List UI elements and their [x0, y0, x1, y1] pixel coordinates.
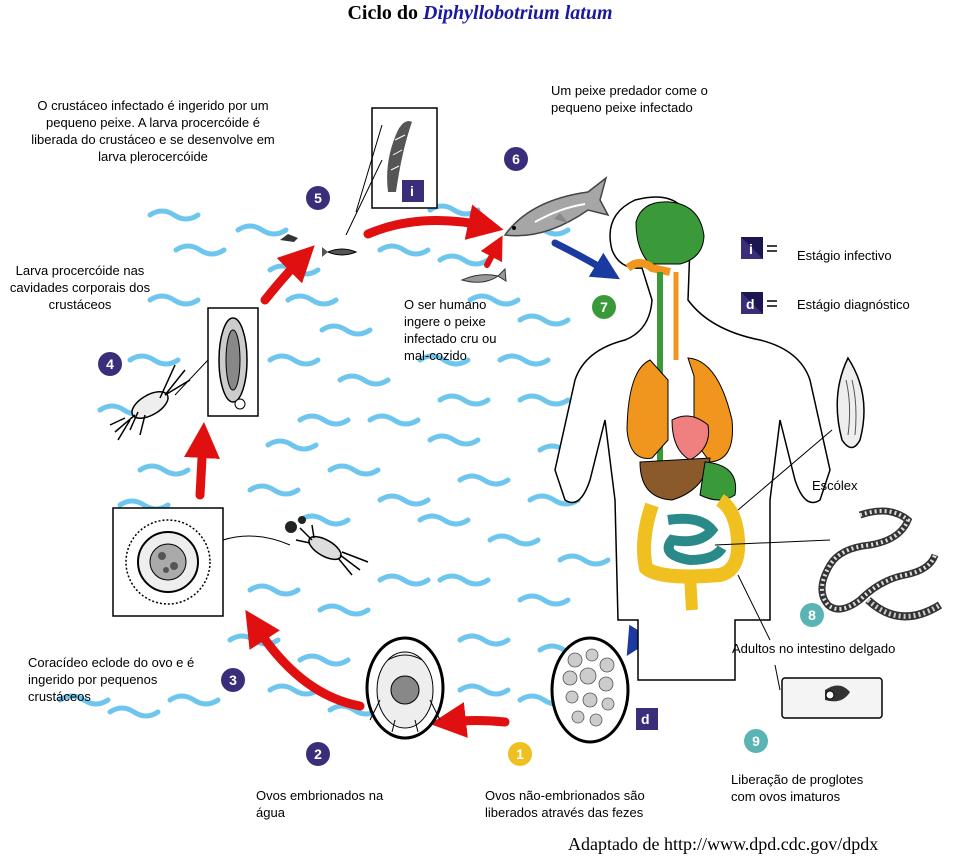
embryonated-egg [367, 638, 443, 738]
unembryonated-egg [552, 638, 628, 742]
step-badge-4 [98, 352, 122, 376]
step-badge-8 [800, 603, 824, 627]
legend-infective-symbol [741, 237, 777, 259]
svg-text:4: 4 [106, 356, 114, 372]
label-scolex: Escólex [812, 478, 858, 493]
label-step-2: Ovos embrionados na água [256, 788, 384, 820]
step-badge-5 [306, 186, 330, 210]
label-step-9: Liberação de proglotes com ovos imaturos [731, 772, 864, 804]
svg-text:9: 9 [752, 733, 760, 749]
label-step-1: Ovos não-embrionados são liberados através das fezes [485, 788, 645, 820]
arrow-5-to-6 [368, 221, 486, 234]
brain [636, 202, 704, 264]
step-badge-6 [504, 147, 528, 171]
coracidium-box [113, 508, 306, 616]
svg-text:8: 8 [808, 607, 816, 623]
copepod [296, 525, 368, 575]
svg-text:2: 2 [314, 746, 322, 762]
svg-text:1: 1 [516, 746, 524, 762]
step-badge-3 [221, 668, 245, 692]
arrow-7-small-fish [487, 246, 497, 265]
infective-marker-6 [402, 180, 424, 202]
svg-text:7: 7 [600, 299, 608, 315]
svg-text:i: i [410, 183, 414, 199]
svg-text:d: d [641, 711, 650, 727]
plerocercoid-box [346, 108, 437, 235]
page-title: Ciclo do Diphyllobotrium latum [347, 2, 613, 24]
label-step-3: Coracídeo eclode do ovo e é ingerido por pequenos crustáceos [28, 655, 195, 704]
label-step-8: Adultos no intestino delgado [732, 641, 896, 656]
predator-fish [505, 178, 608, 236]
proglottid [775, 665, 882, 718]
human-body [555, 197, 830, 680]
svg-text:d: d [746, 296, 755, 312]
small-fish [280, 234, 356, 257]
small-fish-2 [462, 269, 506, 282]
source-credit: Adaptado de http://www.dpd.cdc.gov/dpdx [568, 834, 879, 854]
arrow-3-to-4 [200, 440, 203, 495]
legend-diagnostic-symbol [741, 292, 777, 314]
svg-text:6: 6 [512, 151, 520, 167]
legend-infective-label: Estágio infectivo [797, 248, 892, 263]
procercoid-box [175, 308, 258, 416]
step-badge-1 [508, 742, 532, 766]
label-step-7: O ser humano ingere o peixe infectado cru ou mal-cozido [404, 297, 497, 363]
step-badge-2 [306, 742, 330, 766]
legend-diagnostic-label: Estágio diagnóstico [797, 297, 910, 312]
copepod-infected [110, 365, 190, 440]
step-badge-7 [592, 295, 616, 319]
diagnostic-marker-1 [636, 708, 658, 730]
label-step-6: Um peixe predador come o pequeno peixe infectado [551, 83, 708, 115]
arrow-6-to-human [555, 243, 608, 272]
arrow-1-to-2 [448, 721, 505, 723]
svg-text:i: i [749, 241, 753, 257]
step-badge-9 [744, 729, 768, 753]
label-step-5: O crustáceo infectado é ingerido por um pequeno peixe. A larva procercóide é liberada do crustáceo e se desenvolve em larva plerocercóide [31, 98, 275, 164]
label-step-4: Larva procercóide nas cavidades corporais dos crustáceos [9, 263, 151, 312]
svg-text:5: 5 [314, 190, 322, 206]
svg-text:3: 3 [229, 672, 237, 688]
